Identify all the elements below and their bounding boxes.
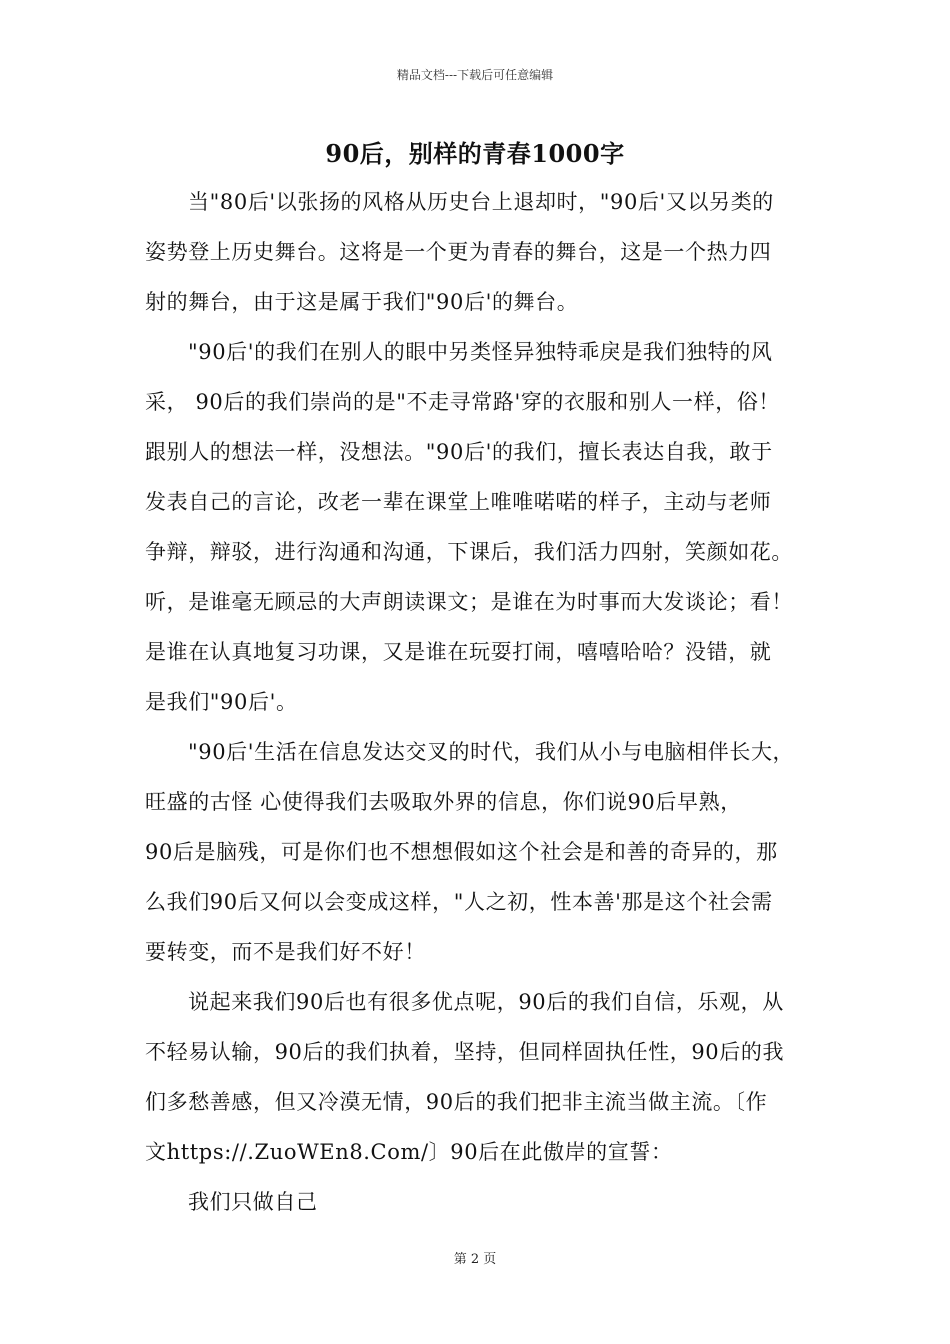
paragraph-line: 文https://.ZuoWEn8.Com/〕90后在此傲岸的宣誓：	[145, 1140, 673, 1164]
paragraph-line: 争辩，辩驳，进行沟通和沟通，下课后，我们活力四射，笑颜如花。	[145, 540, 793, 564]
paragraph-line: 跟别人的想法一样，没想法。"90后'的我们，擅长表达自我，敢于	[145, 440, 773, 464]
paragraph-line: 采， 90后的我们崇尚的是"不走寻常路'穿的衣服和别人一样，俗！	[145, 390, 781, 414]
page-number: 第 2 页	[453, 1252, 497, 1267]
paragraph-line: 是我们"90后'。	[145, 690, 298, 714]
paragraph-line: 姿势登上历史舞台。这将是一个更为青春的舞台，这是一个热力四	[145, 240, 772, 264]
page-header: 精品文档---下载后可任意编辑	[396, 68, 554, 82]
document-title: 90后，别样的青春1000字	[325, 139, 625, 168]
paragraph-line: "90后'生活在信息发达交叉的时代，我们从小与电脑相伴长大，	[188, 740, 795, 764]
paragraph-line: 我们只做自己	[188, 1190, 318, 1214]
paragraph-line: 听，是谁毫无顾忌的大声朗读课文；是谁在为时事而大发谈论；看！	[145, 590, 793, 614]
paragraph-line: 射的舞台，由于这是属于我们"90后'的舞台。	[145, 290, 579, 314]
paragraph-line: 么我们90后又何以会变成这样，"人之初，性本善'那是这个社会需	[145, 890, 773, 914]
paragraph-line: 不轻易认输，90后的我们执着，坚持，但同样固执任性，90后的我	[145, 1040, 785, 1064]
paragraph-line: 旺盛的古怪 心使得我们去吸取外界的信息，你们说90后早熟，	[145, 790, 742, 814]
paragraph-line: 们多愁善感，但又冷漠无情，90后的我们把非主流当做主流。〔作	[145, 1090, 768, 1114]
paragraph-line: 发表自己的言论，改老一辈在课堂上唯唯喏喏的样子，主动与老师	[145, 490, 772, 514]
paragraph-line: "90后'的我们在别人的眼中另类怪异独特乖戾是我们独特的风	[188, 340, 773, 364]
paragraph-line: 要转变，而不是我们好不好！	[145, 940, 426, 964]
paragraph-line: 是谁在认真地复习功课，又是谁在玩耍打闹，嘻嘻哈哈？没错，就	[145, 640, 772, 664]
paragraph-line: 当"80后'以张扬的风格从历史台上退却时，"90后'又以另类的	[188, 190, 774, 214]
paragraph-line: 说起来我们90后也有很多优点呢，90后的我们自信，乐观，从	[188, 990, 784, 1014]
paragraph-line: 90后是脑残，可是你们也不想想假如这个社会是和善的奇异的，那	[145, 840, 778, 864]
